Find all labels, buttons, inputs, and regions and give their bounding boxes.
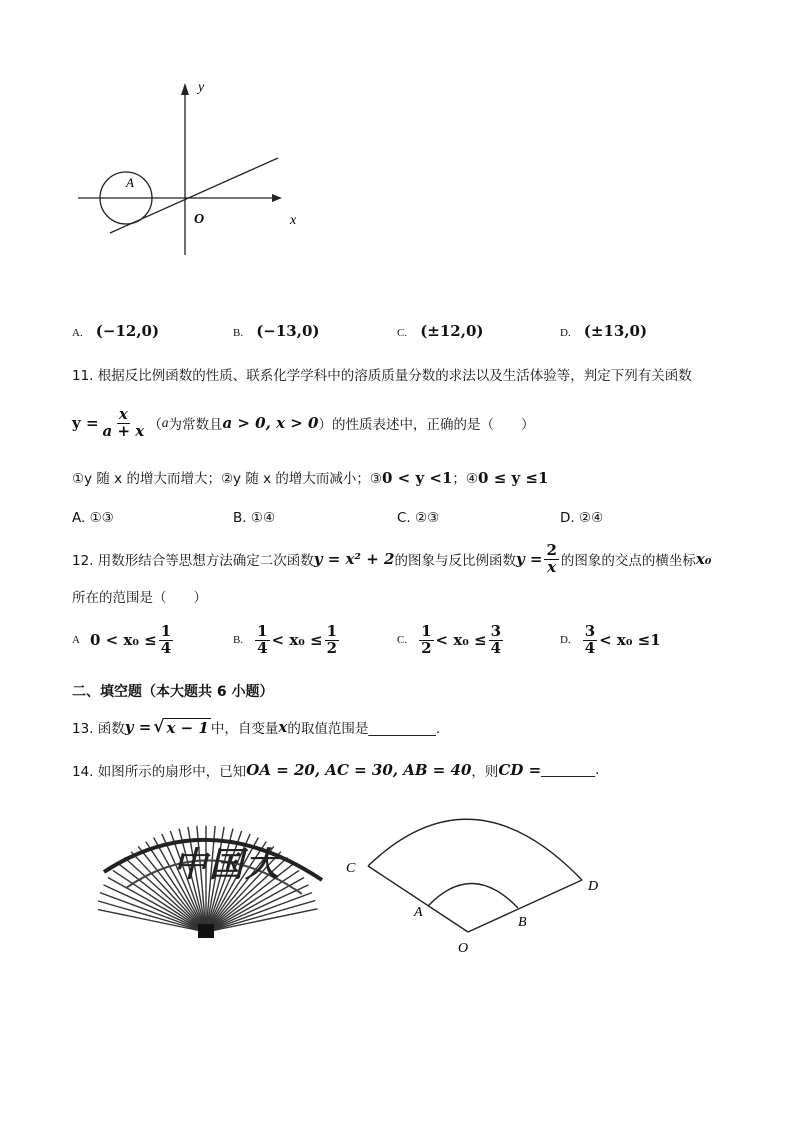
label-d: D [588, 879, 599, 894]
q12-text-c: 的图象的交点的横坐标 [560, 553, 696, 570]
label-c: C [346, 861, 356, 876]
label-a: A [414, 905, 423, 920]
q14-pre: 14. 如图所示的扇形中，已知 [72, 764, 247, 780]
q11-cond-open: （ [148, 417, 162, 434]
q13 [72, 717, 440, 737]
option-letter: B. [233, 634, 244, 647]
q12-option-d[interactable] [560, 624, 661, 657]
fraction-num: 3 [584, 622, 596, 640]
q12-line1 [72, 543, 711, 576]
section-heading: 二、填空题（本大题共 6 小题） [72, 684, 274, 700]
fan-picture [98, 810, 326, 946]
segment-co [368, 866, 468, 932]
q11-func-den: a + x [102, 421, 145, 440]
q12-inv-den: x [547, 557, 557, 576]
outer-arc-cd [368, 819, 582, 880]
fraction-den: 4 [257, 638, 268, 657]
q11-option-b[interactable]: B. ①④ [233, 510, 276, 526]
sqrt-icon: √ [153, 717, 165, 737]
q11-stmt4: 0 ≤ y ≤1 [478, 469, 549, 487]
q13-mid: 中，自变量 [210, 721, 279, 737]
q13-var: x [278, 718, 288, 736]
q14-mid: ，则 [471, 764, 499, 780]
q11-option-c[interactable]: C. ②③ [397, 510, 440, 526]
option-pre: 0 < x₀ ≤ [89, 631, 157, 650]
x-axis-arrow [272, 194, 282, 202]
q11-stmt-sep: ；④ [452, 471, 479, 487]
fraction-den: 4 [160, 638, 172, 657]
fraction-den: 2 [326, 638, 338, 657]
origin-label: O [194, 212, 205, 227]
option-mid: < x₀ ≤ [271, 631, 323, 650]
figure-coordinate-circle [70, 75, 320, 265]
q11-func-fraction [101, 407, 147, 440]
y-axis-label: y [198, 80, 205, 95]
x-axis-label: x [290, 213, 297, 228]
circle-label: A [126, 175, 134, 190]
q12-text-b: 的图象与反比例函数 [394, 553, 516, 570]
option-fraction [159, 624, 173, 657]
option-letter: C. [397, 634, 408, 647]
q10-option-b[interactable] [233, 321, 319, 340]
q13-radicand: x − 1 [166, 719, 209, 737]
q11-line1: 11. 根据反比例函数的性质、联系化学学科中的溶质质量分数的求法以及生活体验等，判定下列有关函数 [72, 368, 692, 384]
q12-text-a: 12. 用数形结合等思想方法确定二次函数 [72, 553, 314, 570]
q12-quad: y = x² + 2 [313, 550, 395, 569]
option-fraction-2 [489, 624, 503, 657]
fraction-num: 3 [490, 622, 502, 640]
option-fraction [419, 624, 433, 657]
q11-option-d[interactable]: D. ②④ [560, 510, 604, 526]
fraction-den: 2 [421, 638, 432, 657]
q12-option-a[interactable] [72, 624, 175, 657]
option-letter: B. [233, 327, 244, 339]
fraction-num: 1 [257, 622, 268, 640]
q12-line2: 所在的范围是（ ） [72, 590, 207, 606]
q11-func-lhs: y = [72, 414, 99, 433]
fraction-num: 1 [421, 622, 432, 640]
q11-statements-text: ①y 随 x 的增大而增大；②y 随 x 的增大而减小；③ [72, 471, 383, 487]
option-letter: A [72, 634, 80, 647]
option-letter: C. [397, 327, 408, 339]
q14-math: OA = 20, AC = 30, AB = 40 [246, 761, 472, 779]
option-letter: A. [72, 327, 83, 339]
q11-function-line [72, 407, 534, 440]
option-mid: < x₀ ≤1 [599, 631, 661, 650]
q14-cd: CD = [498, 761, 542, 779]
option-value: (±13,0) [583, 322, 648, 340]
fraction-num: 1 [326, 622, 338, 640]
q11-option-a[interactable]: A. ①③ [72, 510, 114, 526]
q10-option-a[interactable] [72, 321, 159, 340]
q14-post: ________. [541, 762, 600, 778]
fan-characters: 中国大 [173, 845, 281, 885]
q11-statements [72, 467, 548, 487]
q13-post: 的取值范围是__________. [287, 721, 441, 737]
q10-option-d[interactable] [560, 321, 647, 340]
q13-pre: 13. 函数 [72, 721, 125, 737]
option-letter: D. [560, 634, 571, 647]
q12-inv-fraction [544, 543, 558, 576]
q11-cond-a: a [161, 415, 169, 431]
q10-option-c[interactable] [397, 321, 483, 340]
q11-cond-math: a > 0, x > 0 [222, 414, 319, 433]
option-fraction [583, 624, 597, 657]
option-value: (−13,0) [256, 322, 320, 340]
option-fraction-2 [325, 624, 339, 657]
y-axis-arrow [181, 83, 189, 95]
fraction-den: 4 [584, 638, 596, 657]
option-value: (−12,0) [95, 322, 160, 340]
option-letter: D. [560, 327, 571, 339]
label-b: B [518, 915, 527, 930]
q11-cond-mid: 为常数且 [168, 417, 223, 434]
q12-option-b[interactable] [233, 624, 341, 657]
q14 [72, 760, 599, 780]
q11-func-num: x [118, 405, 128, 423]
q12-option-c[interactable] [397, 624, 505, 657]
q11-stmt3: 0 < y <1 [382, 469, 453, 487]
label-o: O [458, 941, 469, 956]
fraction-den: 4 [490, 638, 502, 657]
option-value: (±12,0) [420, 322, 484, 340]
q12-x0: x₀ [695, 550, 712, 569]
inner-arc-ab [428, 883, 518, 908]
option-fraction [255, 624, 269, 657]
fraction-num: 1 [160, 622, 172, 640]
q12-inv-lhs: y = [515, 550, 543, 569]
q11-cond-close: ）的性质表述中，正确的是（ ） [318, 417, 535, 434]
fan-handle [198, 924, 214, 938]
q13-sqrt [153, 717, 211, 737]
q12-inv-num: 2 [546, 541, 557, 559]
option-mid: < x₀ ≤ [435, 631, 487, 650]
q13-lhs: y = [124, 718, 152, 736]
sector-figure [340, 800, 610, 960]
